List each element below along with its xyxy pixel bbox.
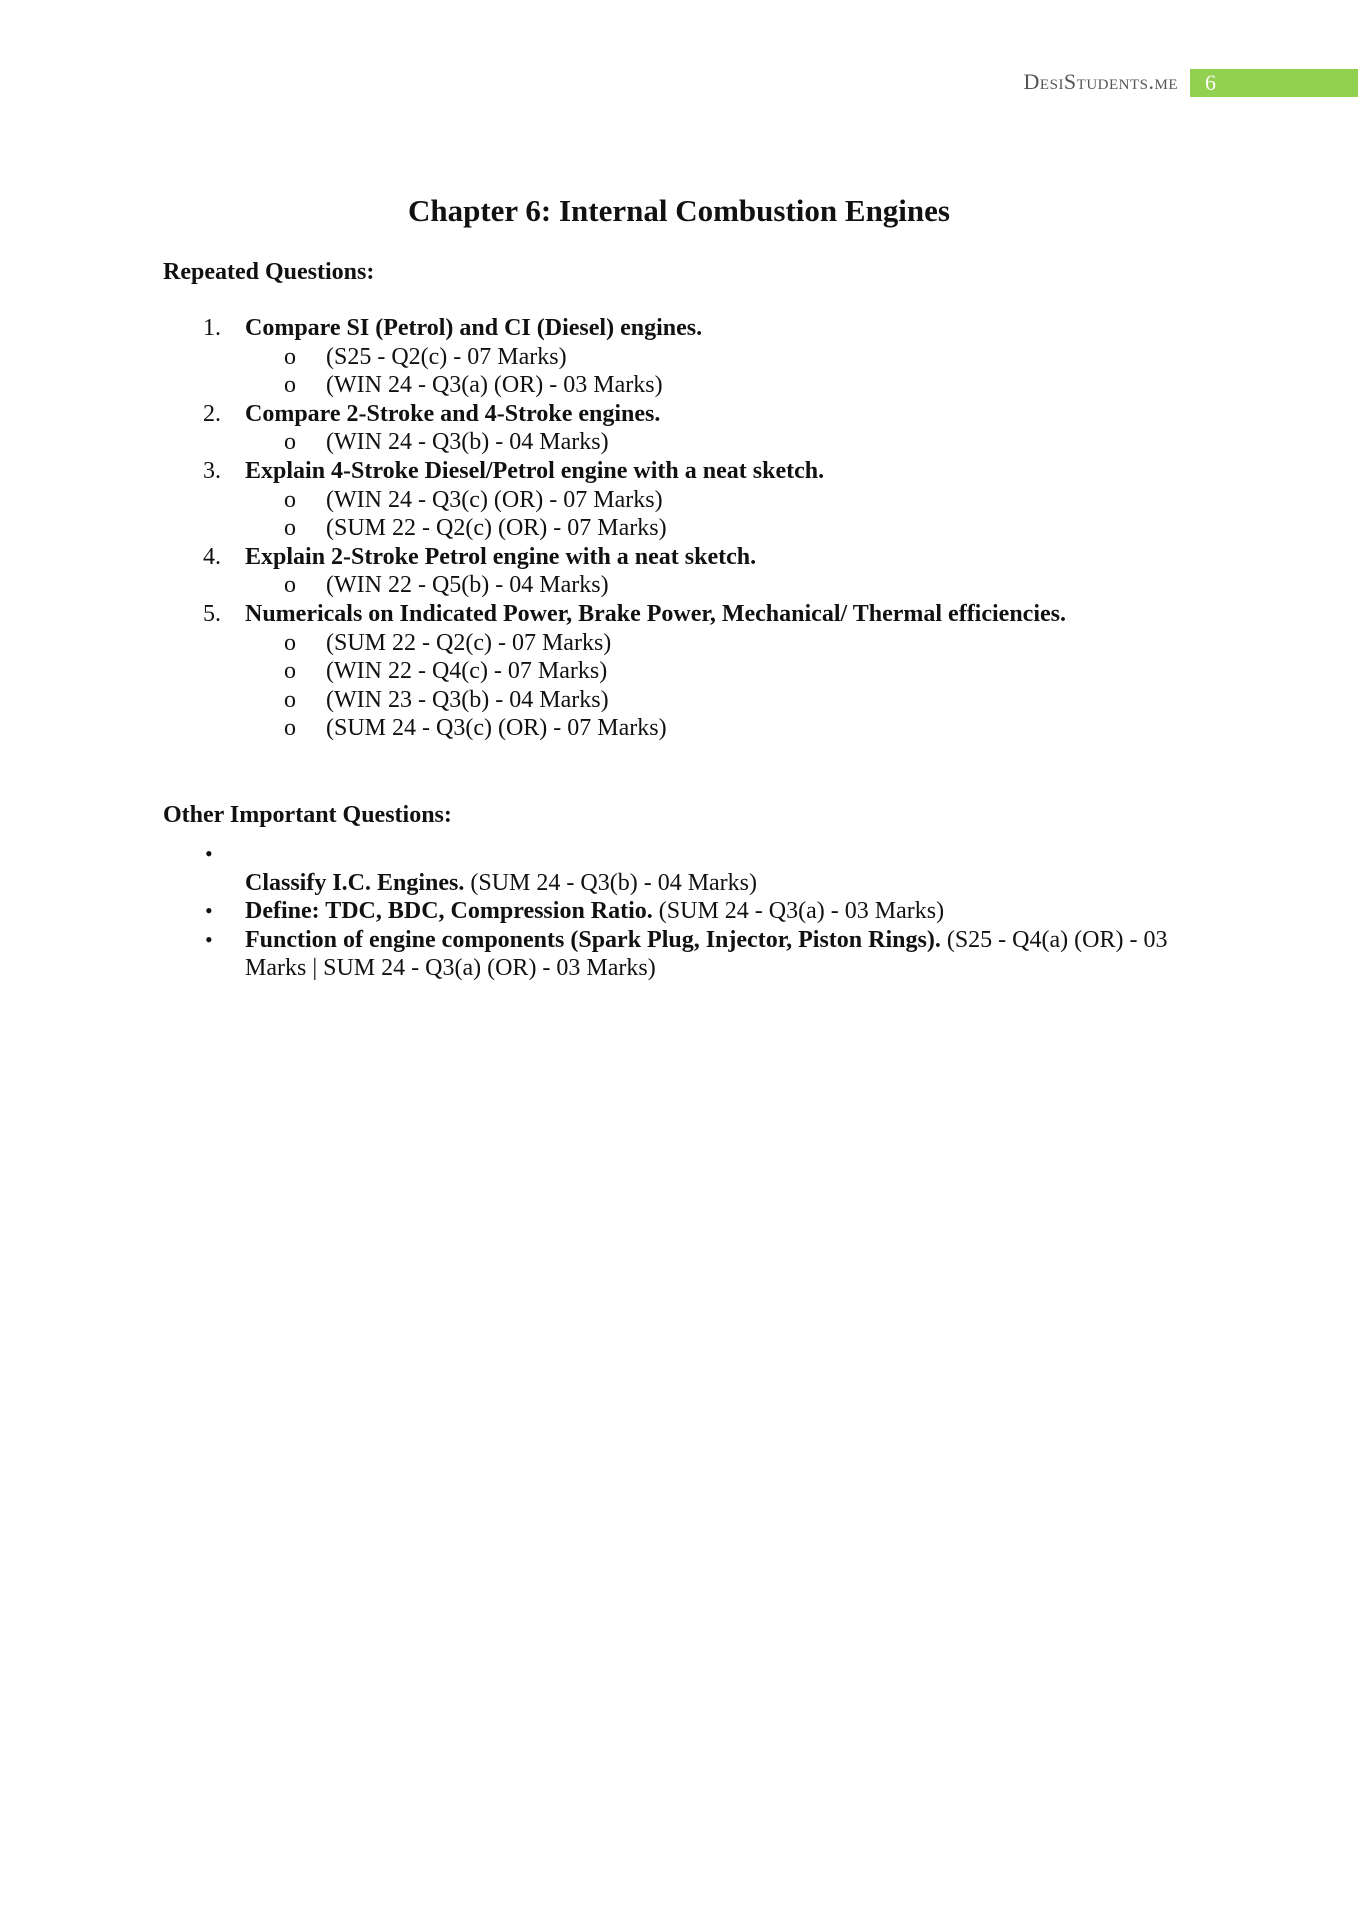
reference-text: (WIN 24 - Q3(a) (OR) - 03 Marks): [326, 372, 663, 399]
circle-bullet-icon: o: [284, 686, 296, 713]
repeated-questions-heading: Repeated Questions:: [163, 259, 375, 285]
reference-text: (WIN 22 - Q4(c) - 07 Marks): [326, 658, 608, 685]
reference-item: [163, 371, 1203, 400]
circle-bullet-icon: o: [284, 429, 296, 456]
reference-item: [163, 657, 1203, 686]
question-item: [163, 314, 1203, 400]
header-page-box: [1190, 69, 1358, 97]
circle-bullet-icon: o: [284, 515, 296, 542]
question-item: [163, 457, 1203, 543]
question-text: Function of engine components (Spark Plug, Injector, Piston Rings).: [245, 926, 941, 953]
question-item: [163, 543, 1203, 600]
other-questions-list: [163, 840, 1203, 983]
list-item: [163, 897, 1203, 926]
repeated-questions-list: [163, 314, 1203, 743]
circle-bullet-icon: o: [284, 715, 296, 742]
bullet-icon: •: [205, 841, 213, 866]
reference-item: [163, 343, 1203, 372]
question-number: 5.: [203, 600, 221, 627]
circle-bullet-icon: o: [284, 658, 296, 685]
reference-list: [163, 629, 1203, 743]
list-item: [163, 840, 1203, 897]
reference-text: (SUM 22 - Q2(c) (OR) - 07 Marks): [326, 515, 667, 542]
bullet-icon: •: [205, 926, 213, 952]
question-text: Numericals on Indicated Power, Brake Power, Mechanical/ Thermal efficiencies.: [245, 600, 1066, 627]
reference-item: [163, 686, 1203, 715]
header-site-name: DesiStudents.me: [1023, 69, 1178, 94]
question-number: 4.: [203, 543, 221, 570]
question-number: 1.: [203, 315, 221, 341]
list-item: [163, 926, 1203, 983]
other-questions-heading: Other Important Questions:: [163, 802, 452, 828]
reference-text: (S25 - Q4(a) (OR) - 03 Marks | SUM 24 - Q3(a) (OR) - 03 Marks): [245, 926, 1168, 982]
reference-list: [163, 428, 1203, 457]
question-text: Classify I.C. Engines.: [245, 869, 465, 896]
page-title: Chapter 6: Internal Combustion Engines: [407, 193, 950, 228]
question-text: Define: TDC, BDC, Compression Ratio.: [245, 898, 653, 925]
circle-bullet-icon: o: [284, 343, 296, 370]
reference-text: (WIN 24 - Q3(b) - 04 Marks): [326, 429, 609, 456]
question-item: [163, 600, 1203, 743]
question-item: [163, 400, 1203, 457]
reference-text: (WIN 24 - Q3(c) (OR) - 07 Marks): [326, 486, 663, 513]
reference-text: (S25 - Q2(c) - 07 Marks): [326, 343, 567, 370]
reference-item: [163, 629, 1203, 658]
reference-text: (SUM 24 - Q3(a) - 03 Marks): [652, 898, 945, 925]
reference-item: [163, 514, 1203, 543]
reference-list: [163, 486, 1203, 543]
circle-bullet-icon: o: [284, 629, 296, 656]
circle-bullet-icon: o: [284, 572, 296, 599]
bullet-icon: •: [205, 898, 213, 924]
reference-list: [163, 571, 1203, 600]
circle-bullet-icon: o: [284, 486, 296, 513]
question-number: 3.: [203, 457, 221, 484]
reference-text: (WIN 22 - Q5(b) - 04 Marks): [326, 572, 609, 599]
page-number: 6: [1205, 70, 1216, 95]
reference-item: [163, 486, 1203, 515]
reference-text: (SUM 24 - Q3(b) - 04 Marks): [464, 869, 758, 896]
reference-text: (SUM 24 - Q3(c) (OR) - 07 Marks): [326, 715, 667, 742]
question-text: Explain 4-Stroke Diesel/Petrol engine with a neat sketch.: [245, 457, 825, 484]
reference-text: (SUM 22 - Q2(c) - 07 Marks): [326, 629, 612, 656]
question-text: Compare 2-Stroke and 4-Stroke engines.: [245, 400, 661, 427]
reference-list: [163, 343, 1203, 400]
question-text: Compare SI (Petrol) and CI (Diesel) engines.: [245, 315, 703, 341]
circle-bullet-icon: o: [284, 372, 296, 399]
question-text: Explain 2-Stroke Petrol engine with a neat sketch.: [245, 543, 757, 570]
reference-item: [163, 714, 1203, 743]
empty-line: [245, 840, 1203, 869]
reference-item: [163, 428, 1203, 457]
reference-text: (WIN 23 - Q3(b) - 04 Marks): [326, 686, 609, 713]
reference-item: [163, 571, 1203, 600]
question-number: 2.: [203, 400, 221, 427]
